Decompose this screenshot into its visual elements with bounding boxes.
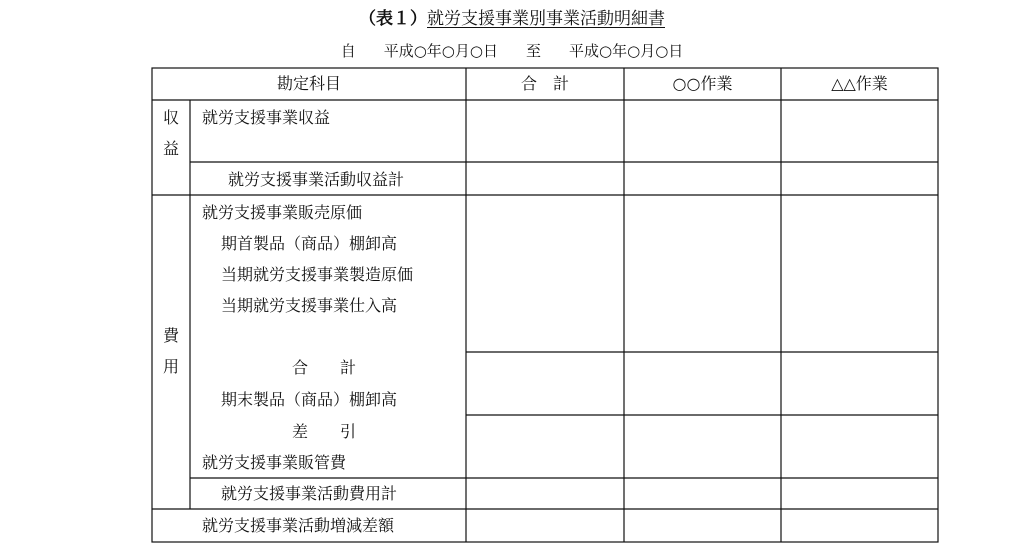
revenue-group-label-1: 収 [163, 108, 180, 127]
table-number: （表１） [359, 9, 427, 29]
header-work-a: ○○作業 [672, 74, 733, 93]
header-work-b: △△作業 [831, 74, 888, 93]
net-change-label: 就労支援事業活動増減差額 [202, 516, 395, 535]
period-from-date: 平成○年○月○日 [383, 42, 498, 60]
header-total: 合 計 [520, 74, 569, 93]
expense-closing-inventory: 期末製品（商品）棚卸高 [221, 390, 398, 409]
period-to-label: 至 [526, 42, 542, 60]
header-account: 勘定科目 [276, 74, 341, 93]
statement-name: 就労支援事業別事業活動明細書 [427, 9, 665, 29]
revenue-group-label-2: 益 [163, 139, 180, 158]
period-to-date: 平成○年○月○日 [569, 42, 684, 60]
expense-cost-of-sales: 就労支援事業販売原価 [202, 203, 363, 222]
period-from-label: 自 [340, 42, 356, 60]
revenue-item: 就労支援事業収益 [202, 108, 331, 127]
expense-opening-inventory: 期首製品（商品）棚卸高 [221, 234, 398, 253]
revenue-subtotal: 就労支援事業活動収益計 [228, 170, 405, 189]
expense-manufacturing-cost: 当期就労支援事業製造原価 [221, 265, 414, 284]
expense-sum: 合 計 [292, 358, 357, 377]
expense-sga: 就労支援事業販管費 [202, 453, 347, 472]
expense-group-label-2: 用 [163, 357, 180, 376]
expense-group-label-1: 費 [163, 326, 180, 345]
expense-difference: 差 引 [292, 422, 357, 441]
expense-purchases: 当期就労支援事業仕入高 [221, 296, 398, 315]
expense-subtotal: 就労支援事業活動費用計 [221, 484, 398, 503]
